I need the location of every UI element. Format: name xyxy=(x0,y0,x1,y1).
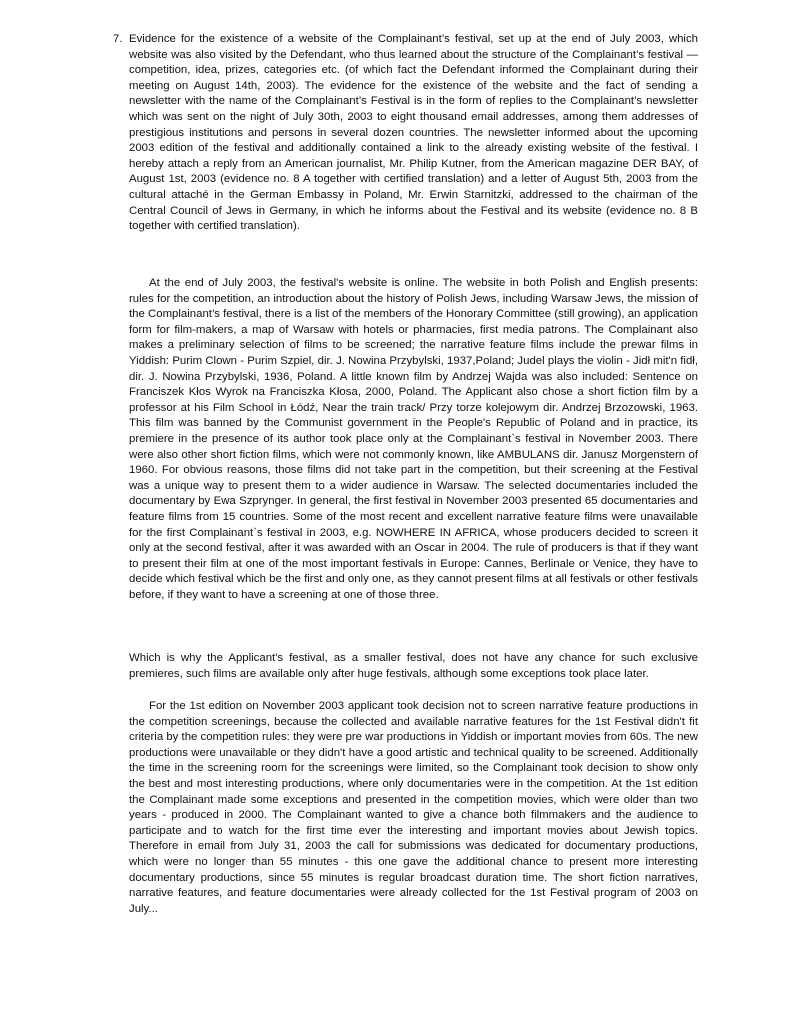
paragraph-website-online: At the end of July 2003, the festival's website is online. The website in both Polish and English presents: rules for the competition, an introduction about the history of Polish Jews, including Warsaw Jews, the mission of the Complainant’s festival, there is a list of the members of the Honorary Committee (still growing), an application form for film-makers, a map of Warsaw with hotels or pharmacies, first media patrons. The Complainant also makes a preliminary selection of films to be screened; the narrative feature films include the prewar films in Yiddish: Purim Clown - Purim Szpiel, dir. J. Nowina Przybylski, 1937,Poland; Judel plays the violin - Jidł mit'n fidł, dir. J. Nowina Przybylski, 1936, Poland. A little known film by Andrzej Wajda was also included: Sentence on Franciszek Kłos Wyrok na Franciszka Kłosa, 2000, Poland. The Applicant also chose a short fiction film by a professor at his Film School in Łódź, Near the train track/ Przy torze kolejowym dir. Andrzej Brzozowski, 1963. This film was banned by the Communist government in the People's Republic of Poland and in practice, its premiere in the presence of its author took place only at the Complainant`s festival in November 2003. There were also other short fiction films, which were not commonly known, like AMBULANS dir. Janusz Morgenstern of 1960. For obvious reasons, those films did not take part in the competition, but their screening at the Festival was a unique way to present them to a wider audience in Warsaw. The selected documentaries included the documentary by Ewa Szprynger. In general, the first festival in November 2003 presented 65 documentaries and feature films from 15 countries. Some of the most recent and excellent narrative feature films were unavailable for the first Complainant`s festival in 2003, e.g. NOWHERE IN AFRICA, whose producers decided to screen it only at the second festival, after it was awarded with an Oscar in 2004. The rule of producers is that if they want to present their film at one of the most important festivals in Europe: Cannes, Berlinale or Venice, they have to decide which festival which be the first and only one, as they cannot present films at all festivals or other festivals before, if they want to have a screening at one of those three. xyxy=(129,277,698,601)
paragraph-evidence-website: Evidence for the existence of a website of the Complainant’s festival, set up at the end of July 2003, which website was also visited by the Defendant, who thus learned about the structure of the Complainant’s festival —competition, idea, prizes, categories etc. (of which fact the Defendant informed the Complainant during their meeting on August 14th, 2003). The evidence for the existence of the website and the fact of sending a newsletter with the name of the Complainant’s Festival is in the form of replies to the Complainant’s newsletter which was sent on the night of July 30th, 2003 to eight thousand email addresses, among them addresses of prestigious institutions and persons in several dozen countries. The newsletter informed about the upcoming 2003 edition of the festival and additionally contained a link to the already existing website of the festival. I hereby attach a reply from an American journalist, Mr. Philip Kutner, from the American magazine DER BAY, of August 1st, 2003 (evidence no. 8 A together with certified translation) and a letter of August 5th, 2003 from the cultural attaché in the German Embassy in Poland, Mr. Erwin Starnitzki, addressed to the chairman of the Central Council of Jews in Germany, in which he informs about the Festival and its website (evidence no. 8 B together with certified translation). xyxy=(129,33,698,233)
paragraph-smaller-festival: Which is why the Applicant's festival, as a smaller festival, does not have any chance for such exclusive premieres, such films are available only after huge festivals, although some exceptions took place later. xyxy=(129,652,698,680)
paragraph-first-edition: For the 1st edition on November 2003 applicant took decision not to screen narrative feature productions in the competition screenings, because the collected and available narrative features for the 1st Festival didn't fit criteria by the competition rules: they were pre war productions in Yiddish or important movies from 60s. The new productions were unavailable or they didn't have a good artistic and technical quality to be screened. Additionally the time in the screening room for the screenings were limited, so the Complainant took decision to show only the best and most interesting productions, where only documentaries were in the competition. At the 1st edition the Complainant made some exceptions and presented in the competition movies, which were older than two years - produced in 2000. The Complainant wanted to give a chance both filmmakers and the audience to participate and to watch for the first time ever the interesting and important movies about Jewish topics. Therefore in email from July 31, 2003 the call for submissions was dedicated for documentary productions, which were no longer than 55 minutes - this one gave the additional chance to present more interesting documentary productions, since 55 minutes is regular broadcast duration time. The short fiction narratives, narrative features, and feature documentaries were already collected for the 1st Festival program of 2003 on July... xyxy=(129,700,698,915)
list-item-number: 7. xyxy=(113,33,123,45)
